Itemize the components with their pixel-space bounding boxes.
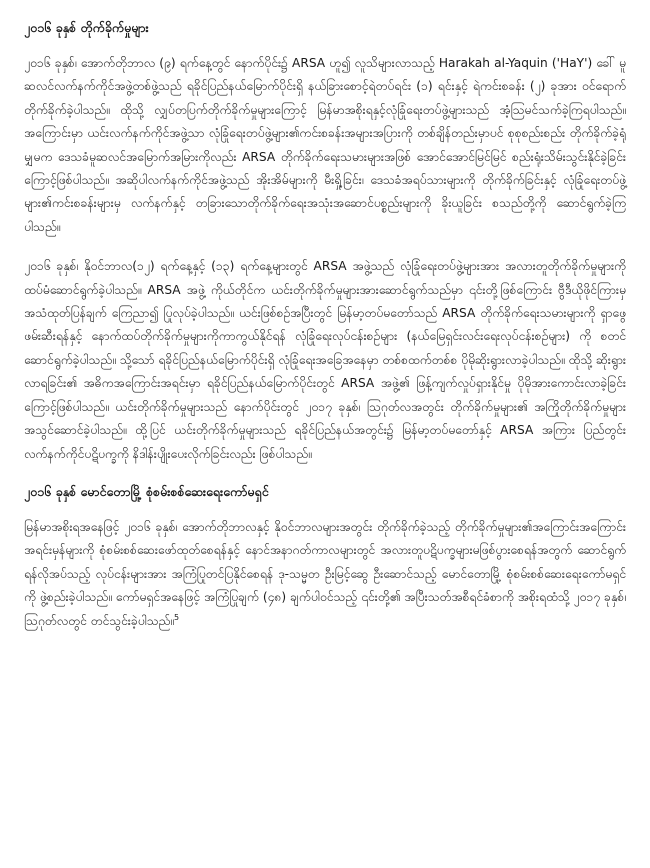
section-heading-2016-attacks: ၂၀၁၆ ခုနှစ် တိုက်ခိုက်မှုများ <box>24 20 149 35</box>
footnote-marker: 5 <box>174 612 180 622</box>
section-heading-maungdaw-commission: ၂၀၁၆ ခုနှစ် မောင်တောမြို့ စုံစမ်းစစ်ဆေးရေးကော်မရှင် <box>24 483 269 499</box>
paragraph-commission-text: မြန်မာအစိုးရအနေဖြင့် ၂၀၁၆ ခုနှစ်၊ အောက်တိုဘာလနှင့် နိုဝင်ဘာလများအတွင်း တိုက်ခိုက်ခဲ့သည့် တိုက်ခိုက်မှုများ၏အကြောင်းအကြောင်းအရင်းမှန်များကို စုံစမ်းစစ်ဆေးဖော်ထုတ်စေရန်နှင့် နောင်အနာဂတ်ကာလများတွင် အလားတူပဋိပက္ခများမဖြစ်ပွားစေရန်အတွက် ဆောင်ရွက်ရန်လိုအပ်သည့် လုပ်ငန်းများအား အကြံပြုတင်ပြနိုင်စေရန် ဒု-သမ္မတ ဦးမြင့်ဆွေ ဦးဆောင်သည့် မောင်တောမြို့ စုံစမ်းစစ်ဆေးရေးကော်မရှင်ကို ဖွဲ့စည်းခဲ့ပါသည်။ ကော်မရှင်အနေဖြင့် အကြံပြုချက် (၄၈) ချက်ပါဝင်သည့် ၎င်းတို့၏ အပြီးသတ်အစီရင်ခံစာကို အစိုးရထံသို့ ၂၀၁၇ ခုနှစ်၊ ဩဂုတ်လတွင် တင်သွင်းခဲ့ပါသည်။ <box>24 519 626 628</box>
paragraph-november-attacks: ၂၀၁၆ ခုနှစ်၊ နိုဝင်ဘာလ(၁၂) ရက်နေ့နှင့် (၁၃) ရက်နေ့များတွင် ARSA အဖွဲ့သည် လုံခြုံရေးတပ်ဖွဲ့များအား အလားတူတိုက်ခိုက်မှုများကို ထပ်မံဆောင်ရွက်ခဲ့ပါသည်။ ARSA အဖွဲ့ ကိုယ်တိုင်က ယင်းတိုက်ခိုက်မှုများအားဆောင်ရွက်သည်မှာ ၎င်းတို့ဖြစ်ကြောင်း ဗွီဒီယိုဖိုင်ကြားမှ အသံထုတ်ပြန်ချက် ကြေညာ၍ ပြုလုပ်ခဲ့ပါသည်။ ယင်းဖြစ်စဉ်အပြီးတွင် မြန်မာ့တပ်မတော်သည် ARSA တိုက်ခိုက်ရေးသမားများကို ရှာဖွေဖမ်းဆီးရန်နှင့် နောက်ထပ်တိုက်ခိုက်မှုများကိုကာကွယ်နိုင်ရန် လုံခြုံရေးလုပ်ငန်းစဉ်များ (နယ်မြေရှင်းလင်းရေးလုပ်ငန်းစဉ်များ) ကို စတင်ဆောင်ရွက်ခဲ့ပါသည်။ သို့သော် ရခိုင်ပြည်နယ်မြောက်ပိုင်းရှိ လုံခြုံရေးအခြေအနေမှာ တစ်စထက်တစ်စ ပိုမိုဆိုးရွားလာခဲ့ပါသည်။ ထိုသို့ ဆိုးရွားလာရခြင်း၏ အဓိကအကြောင်းအရင်းမှာ ရခိုင်ပြည်နယ်မြောက်ပိုင်းတွင် ARSA အဖွဲ့၏ ဖြန့်ကျက်လှုပ်ရှားနိုင်မှု ပိုမိုအားကောင်းလာခဲ့ခြင်းကြောင့်ဖြစ်ပါသည်။ ယင်းတိုက်ခိုက်မှုများသည် နောက်ပိုင်းတွင် ၂၀၁၇ ခုနှစ်၊ ဩဂုတ်လအတွင်း တိုက်ခိုက်မှုများ၏ အကြိုတိုက်ခိုက်မှုများအသွင်ဆောင်ခဲ့ပါသည်။ ထို့ပြင် ယင်းတိုက်ခိုက်မှုများသည် ရခိုင်ပြည်နယ်အတွင်း၌ မြန်မာ့တပ်မတော်နှင့် ARSA အကြား ပြည်တွင်းလက်နက်ကိုင်ပဋိပက္ခကို နိဒါန်းပျိုးပေးလိုက်ခြင်းလည်း ဖြစ်ပါသည်။ <box>24 259 626 461</box>
paragraph-commission <box>24 516 626 633</box>
paragraph-october-attacks: ၂၀၁၆ ခုနှစ်၊ အောက်တိုဘာလ (၉) ရက်နေ့တွင် နောက်ပိုင်း၌ ARSA ဟူ၍ လူသိများလာသည့် Harakah al-Yaquin ('HaY') ခေါ် မူဆလင်လက်နက်ကိုင်အဖွဲ့တစ်ဖွဲ့သည် ရခိုင်ပြည်နယ်မြောက်ပိုင်းရှိ နယ်ခြားစောင့်ရဲတပ်ရင်း (၁) ရင်းနှင့် ရဲကင်းစခန်း (၂) ခုအား ဝင်ရောက်တိုက်ခိုက်ခဲ့ပါသည်။ ထိုသို့ လျှပ်တပြက်တိုက်ခိုက်မှုများကြောင့် မြန်မာအစိုးရနှင့်လုံခြုံရေးတပ်ဖွဲ့များသည် အံ့သြမင်သက်ခဲ့ကြရပါသည်။ အကြောင်းမှာ ယင်းလက်နက်ကိုင်အဖွဲ့သာ လုံခြုံရေးတပ်ဖွဲ့များ၏ကင်းစခန်းအများအပြားကို တစ်ချိန်တည်းမှာပင် စုစုစည်းစည်း တိုက်ခိုက်ခဲ့ရုံမျှမက ဒေသခံမူဆလင်အမြောက်အမြားကိုလည်း ARSA တိုက်ခိုက်ရေးသမားများအဖြစ် အောင်အောင်မြင်မြင် စည်းရုံးသိမ်းသွင်းနိုင်ခဲ့ခြင်းကြောင့်ဖြစ်ပါသည်။ အဆိုပါလက်နက်ကိုင်အဖွဲ့သည် အိုးအိမ်များကို မီးရှို့ခြင်း၊ ဒေသခံအရပ်သားများကို တိုက်ခိုက်ခြင်းနှင့် လုံခြုံရေးတပ်ဖွဲ့များ၏ကင်းစခန်းများမှ လက်နက်နှင့် တခြားသောတိုက်ခိုက်ရေးအသုံးအဆောင်ပစ္စည်းများကို ခိုးယူခြင်း စသည်တို့ကို ဆောင်ရွက်ခဲ့ကြပါသည်။ <box>24 56 626 234</box>
